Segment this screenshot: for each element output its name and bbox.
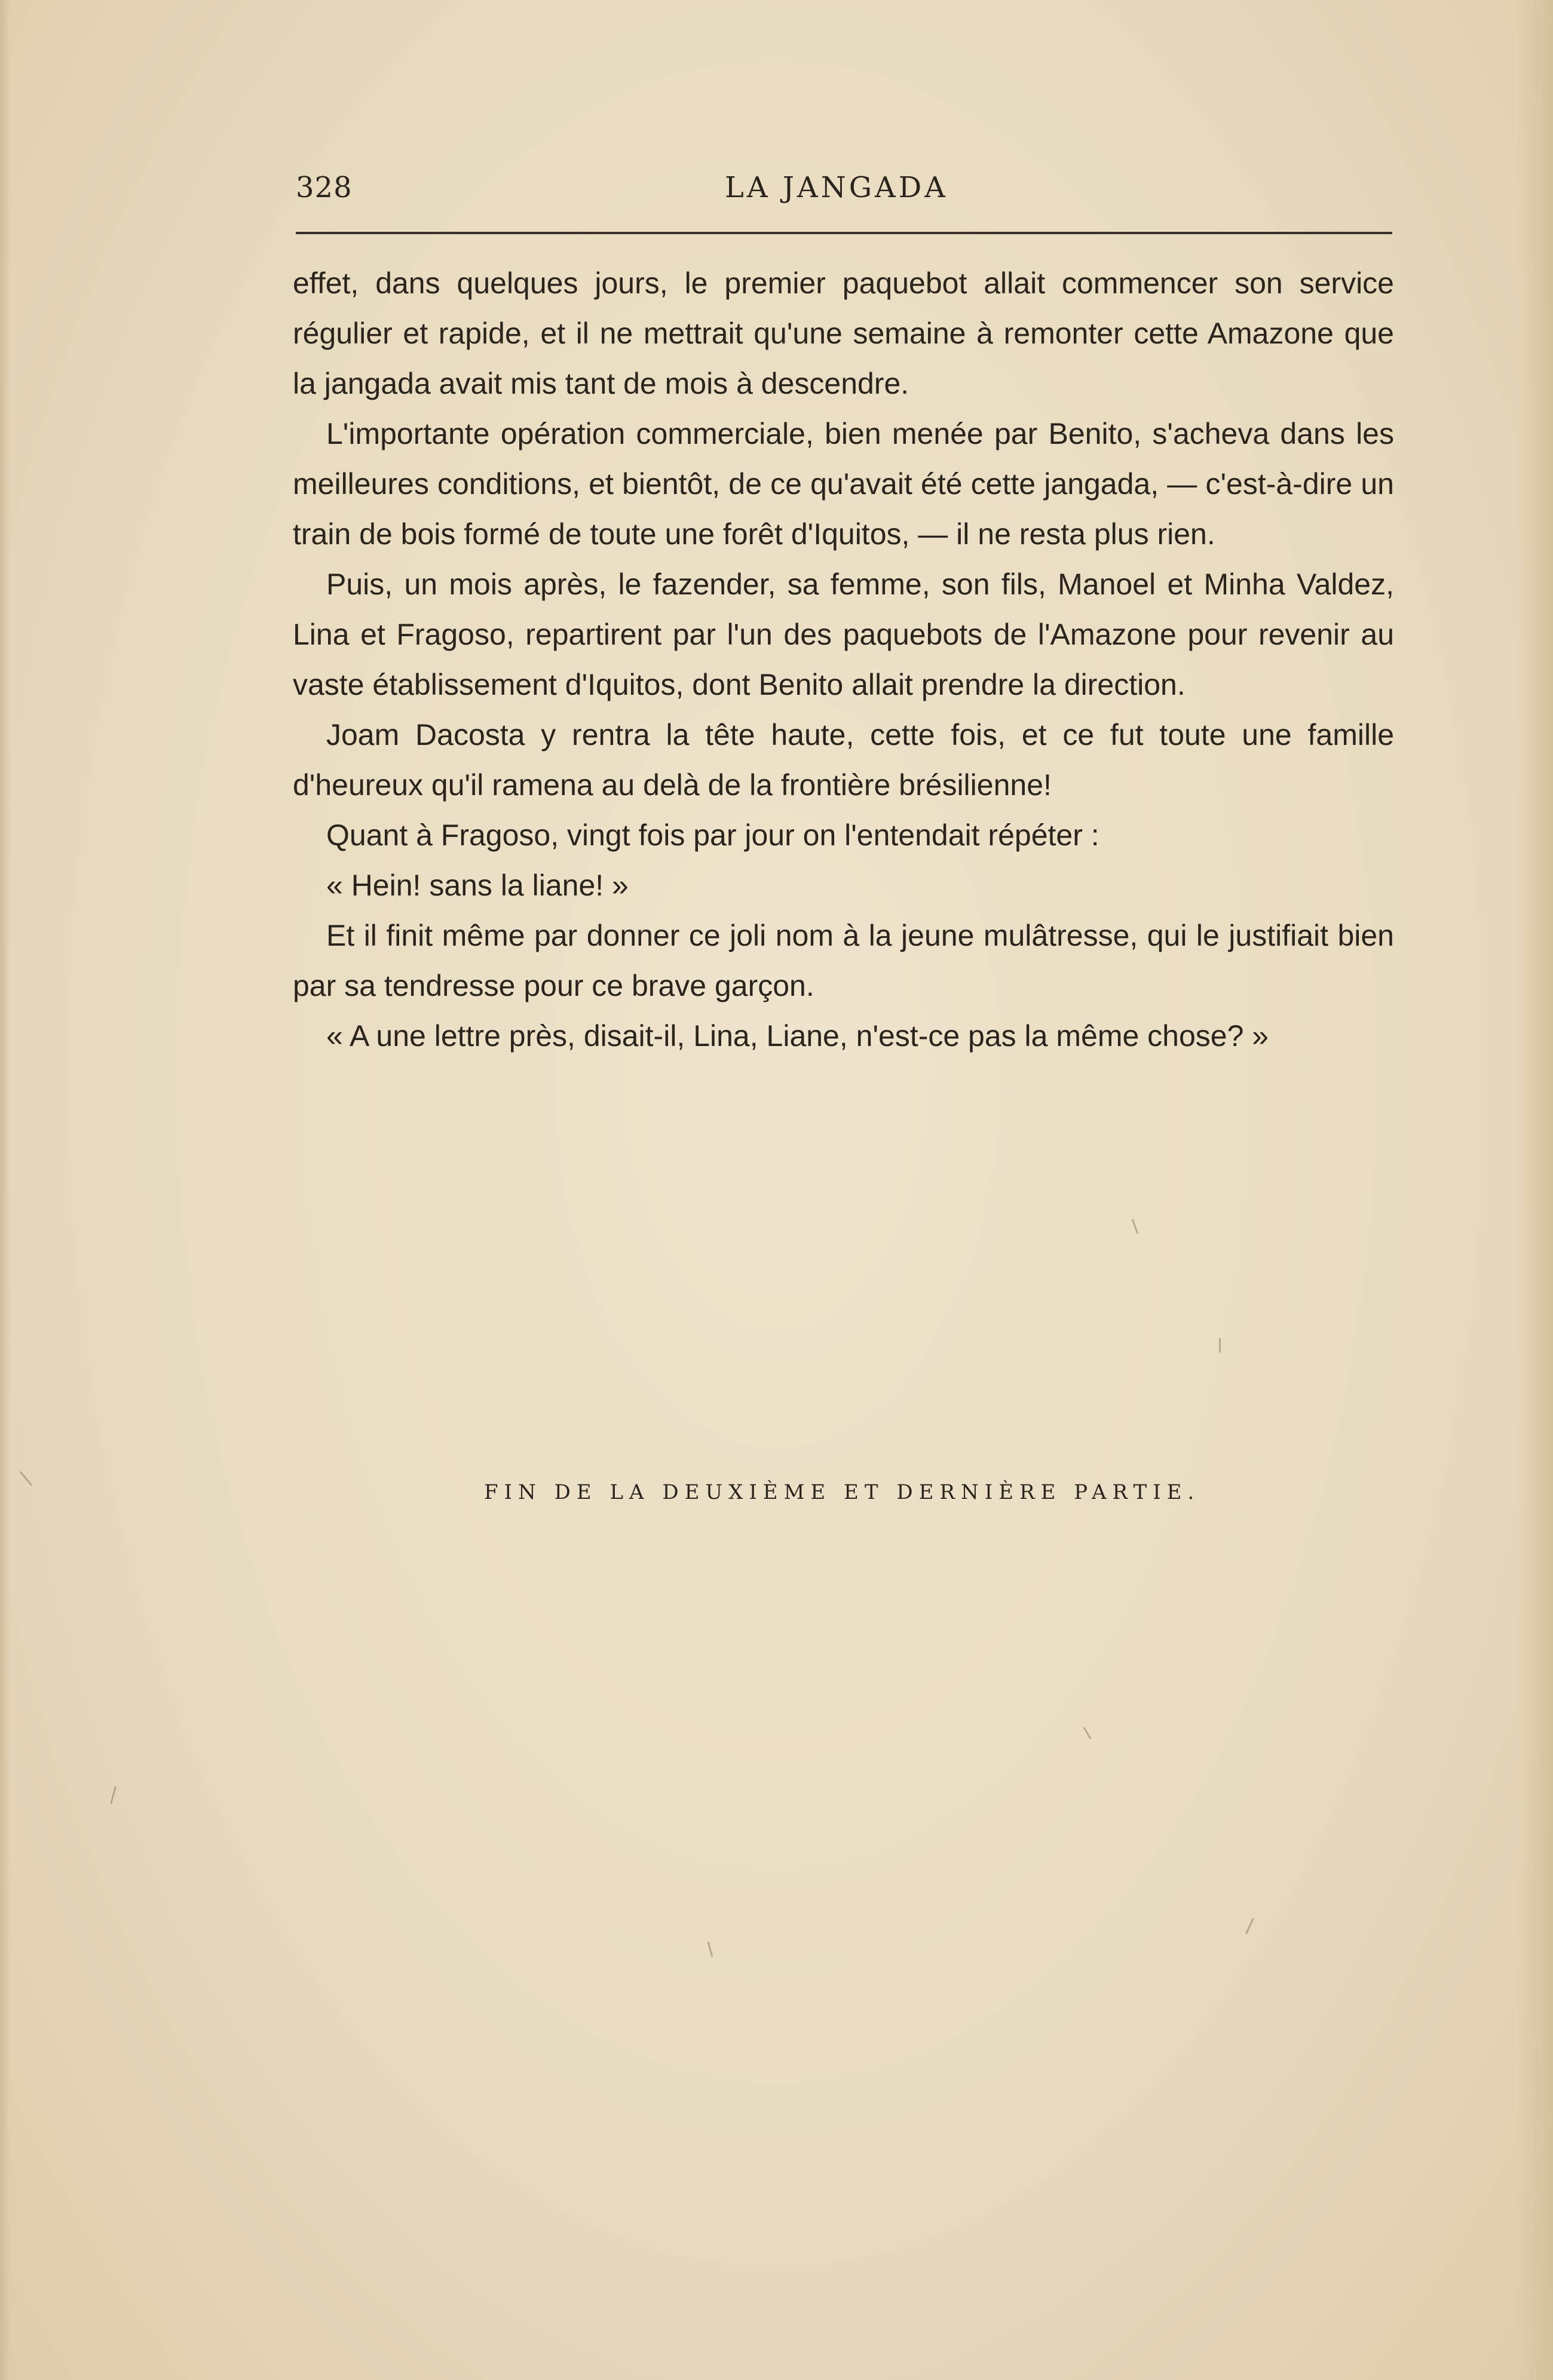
paragraph: L'importante opération commerciale, bien menée par Benito, s'acheva dans les meilleures conditions, et bientôt, de ce qu'avait été cette jangada, — c'est-à-dire un train de bois formé de toute une forêt d'Iquitos, — il ne resta plus rien. bbox=[293, 417, 1394, 551]
paragraph: Et il finit même par donner ce joli nom à la jeune mulâtresse, qui le justifiait bien par sa tendresse pour ce brave garçon. bbox=[293, 919, 1394, 1002]
paper-speck bbox=[1219, 1338, 1221, 1352]
book-title: LA JANGADA bbox=[725, 171, 948, 204]
page-edge-shadow-left bbox=[0, 0, 11, 2380]
paper-speck bbox=[707, 1942, 713, 1957]
end-of-part-note: FIN DE LA DEUXIÈME ET DERNIÈRE PARTIE. bbox=[484, 1480, 1200, 1504]
paragraph-continued: effet, dans quelques jours, le premier paquebot allait commencer son service régulier et rapide, et il ne mettrait qu'une semaine à remonter cette Amazone que la jangada avait mis tant de mois à descendre. bbox=[293, 266, 1394, 400]
page-edge-shadow-right bbox=[1517, 0, 1553, 2380]
paper-speck bbox=[1083, 1727, 1092, 1740]
paragraph: Puis, un mois après, le fazender, sa femme, son fils, Manoel et Minha Valdez, Lina et Fragoso, repartirent par l'un des paquebots de l'Amazone pour revenir au vaste établissement d'Iquitos, dont Benito allait prendre la direction. bbox=[293, 568, 1394, 701]
paper-speck bbox=[20, 1471, 33, 1486]
paragraph: Joam Dacosta y rentra la tête haute, cette fois, et ce fut toute une famille d'heureux qu'il ramena au delà de la frontière brésilienne! bbox=[293, 718, 1394, 802]
quote-line: « Hein! sans la liane! » bbox=[326, 869, 629, 902]
running-header bbox=[296, 171, 1395, 219]
header-rule bbox=[296, 232, 1392, 234]
paragraph: Quant à Fragoso, vingt fois par jour on l'entendait répéter : bbox=[326, 818, 1099, 852]
body-text bbox=[293, 258, 1394, 1061]
paper-speck bbox=[110, 1786, 117, 1804]
paper-speck bbox=[1245, 1918, 1254, 1934]
paper-speck bbox=[1132, 1219, 1139, 1234]
quote-line: « A une lettre près, disait-il, Lina, Liane, n'est-ce pas la même chose? » bbox=[326, 1019, 1269, 1053]
page-number: 328 bbox=[296, 171, 353, 204]
